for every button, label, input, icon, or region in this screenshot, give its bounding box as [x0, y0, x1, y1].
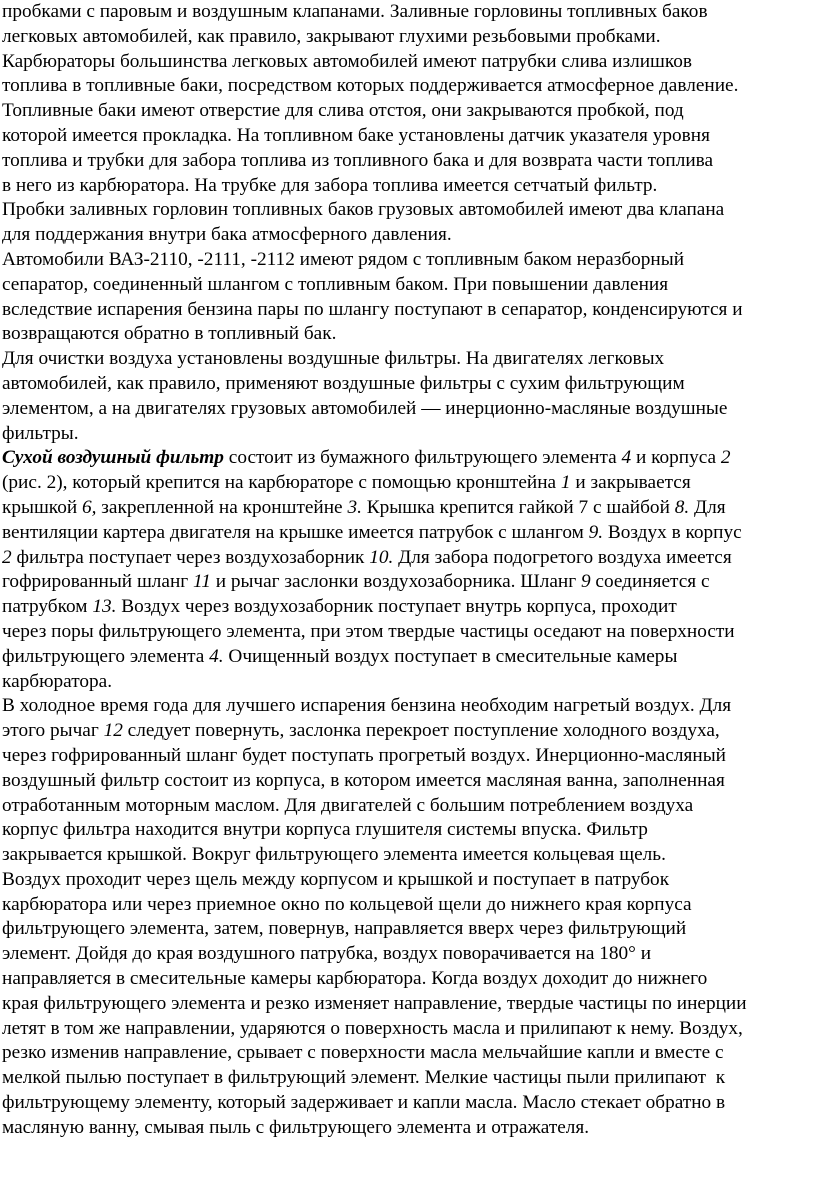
reference-number: 4.: [209, 645, 224, 667]
reference-number: 10.: [369, 546, 394, 568]
text-run: Для очистки воздуха установлены воздушные фильтры. На двигателях легковых: [2, 348, 665, 370]
text-run: мелкой пылью поступает в фильтрующий элемент. Мелкие частицы пыли прилипают к: [2, 1067, 726, 1089]
text-line: [2, 347, 812, 372]
text-run: патрубком: [2, 596, 93, 618]
reference-number: 9.: [588, 521, 604, 543]
text-run: соединяется с: [590, 571, 710, 593]
text-line: [2, 1017, 812, 1042]
text-line: [2, 124, 812, 149]
text-line: [2, 496, 812, 521]
reference-number: 8.: [674, 496, 690, 518]
text-run: через гофрированный шланг будет поступать прогретый воздух. Инерционно-масляный: [2, 744, 727, 766]
text-line: [2, 546, 812, 571]
reference-number: 4: [621, 447, 632, 469]
text-line: [2, 471, 812, 496]
text-line: [2, 50, 812, 75]
text-line: [2, 1116, 812, 1141]
text-run: резко изменив направление, срывает с поверхности масла мельчайшие капли и вместе с: [2, 1042, 724, 1064]
text-line: [2, 25, 812, 50]
text-run: направляется в смесительные камеры карбюратора. Когда воздух доходит до нижнего: [2, 968, 708, 990]
text-run: легковых автомобилей, как правило, закрывают глухими резьбовыми пробками.: [2, 25, 661, 47]
text-run: крышкой: [2, 496, 82, 518]
text-run: возвращаются обратно в топливный бак.: [2, 323, 337, 345]
document-text: [2, 0, 812, 1141]
text-line: [2, 942, 812, 967]
text-run: Топливные баки имеют отверстие для слива отстоя, они закрываются пробкой, под: [2, 100, 684, 122]
text-run: карбюратора.: [2, 670, 113, 692]
text-run: фильтрующего элемента, затем, повернув, направляется вверх через фильтрующий: [2, 918, 687, 940]
text-run: элемент. Дойдя до края воздушного патрубка, воздух поворачивается на 180° и: [2, 943, 652, 965]
text-run: Воздух проходит через щель между корпусом и крышкой и поступает в патрубок: [2, 868, 670, 890]
text-line: [2, 273, 812, 298]
text-run: Автомобили ВАЗ-2110, -2111, -2112 имеют рядом с топливным баком неразборный: [2, 248, 685, 270]
text-run: для поддержания внутри бака атмосферного давления.: [2, 224, 452, 246]
text-run: которой имеется прокладка. На топливном баке установлены датчик указателя уровня: [2, 124, 710, 146]
text-line: [2, 595, 812, 620]
text-run: вентиляции картера двигателя на крышке имеется патрубок с шлангом: [2, 521, 589, 543]
text-line: [2, 521, 812, 546]
text-line: [2, 744, 812, 769]
text-line: [2, 99, 812, 124]
text-run: Крышка крепится гайкой 7 с шайбой: [361, 496, 675, 518]
reference-number: 11: [193, 571, 211, 593]
text-run: в него из карбюратора. На трубке для забора топлива имеется сетчатый фильтр.: [2, 174, 658, 196]
text-run: закрывается крышкой. Вокруг фильтрующего элемента имеется кольцевая щель.: [2, 844, 666, 866]
text-line: [2, 248, 812, 273]
text-line: [2, 446, 812, 471]
reference-number: 12: [103, 720, 123, 742]
text-run: летят в том же направлении, ударяются о поверхность масла и прилипают к нему. Воздух,: [2, 1017, 743, 1039]
text-run: Для: [689, 496, 726, 518]
text-line: [2, 917, 812, 942]
text-line: [2, 298, 812, 323]
text-run: фильтры.: [2, 422, 79, 444]
reference-number: 2: [720, 447, 731, 469]
text-run: Очищенный воздух поступает в смесительные камеры: [223, 645, 678, 667]
text-run: топлива в топливные баки, посредством которых поддерживается атмосферное давление.: [2, 75, 739, 97]
text-run: Воздух через воздухозаборник поступает внутрь корпуса, проходит: [116, 596, 677, 618]
text-run: фильтрующего элемента: [2, 645, 210, 667]
text-line: [2, 818, 812, 843]
text-run: элементом, а на двигателях грузовых автомобилей — инерционно-масляные воздушные: [2, 397, 728, 419]
text-run: закрепленной на кронштейне: [96, 496, 348, 518]
text-line: [2, 620, 812, 645]
text-run: Для забора подогретого воздуха имеется: [393, 546, 732, 568]
text-run: (рис. 2), который крепится на карбюраторе с помощью кронштейна: [2, 472, 561, 494]
text-line: [2, 149, 812, 174]
text-run: масляную ванну, смывая пыль с фильтрующего элемента и отражателя.: [2, 1116, 590, 1138]
text-run: этого рычаг: [2, 720, 104, 742]
text-line: [2, 1091, 812, 1116]
text-run: пробками с паровым и воздушным клапанами. Заливные горловины топливных баков: [2, 1, 708, 22]
text-line: [2, 843, 812, 868]
document-page: [2, 0, 812, 1141]
text-run: и рычаг заслонки воздухозаборника. Шланг: [210, 571, 581, 593]
reference-number: 6,: [81, 496, 97, 518]
reference-number: 2: [2, 546, 12, 568]
text-line: [2, 1041, 812, 1066]
text-line: [2, 570, 812, 595]
text-line: [2, 198, 812, 223]
text-line: [2, 0, 812, 25]
text-run: и закрывается: [570, 472, 691, 494]
text-line: [2, 74, 812, 99]
text-line: [2, 1066, 812, 1091]
reference-number: 1: [560, 472, 571, 494]
text-run: сепаратор, соединенный шлангом с топливным баком. При повышении давления: [2, 273, 669, 295]
text-run: автомобилей, как правило, применяют воздушные фильтры с сухим фильтрующим: [2, 372, 685, 394]
text-line: [2, 794, 812, 819]
text-line: [2, 322, 812, 347]
text-run: и корпуса: [631, 447, 721, 469]
text-line: [2, 769, 812, 794]
reference-number: 3.: [347, 496, 362, 518]
text-line: [2, 992, 812, 1017]
text-line: [2, 223, 812, 248]
reference-number: 13.: [92, 596, 117, 618]
text-line: [2, 967, 812, 992]
text-run: следует повернуть, заслонка перекроет поступление холодного воздуха,: [122, 720, 720, 742]
text-run: карбюратора или через приемное окно по кольцевой щели до нижнего края корпуса: [2, 893, 692, 915]
section-heading: Сухой воздушный фильтр: [2, 447, 224, 469]
text-line: [2, 397, 812, 422]
text-run: Воздух в корпус: [603, 521, 742, 543]
text-run: состоит из бумажного фильтрующего элемента: [223, 447, 622, 469]
text-run: Пробки заливных горловин топливных баков грузовых автомобилей имеют два клапана: [2, 199, 725, 221]
text-run: корпус фильтра находится внутри корпуса глушителя системы впуска. Фильтр: [2, 819, 648, 841]
text-run: фильтрующему элементу, который задерживает и капли масла. Масло стекает обратно в: [2, 1092, 726, 1114]
text-line: [2, 372, 812, 397]
text-run: вследствие испарения бензина пары по шлангу поступают в сепаратор, конденсируются и: [2, 298, 743, 320]
text-run: отработанным моторным маслом. Для двигателей с большим потреблением воздуха: [2, 794, 694, 816]
reference-number: 9: [580, 571, 591, 593]
text-run: гофрированный шланг: [2, 571, 194, 593]
text-run: Карбюраторы большинства легковых автомобилей имеют патрубки слива излишков: [2, 50, 692, 72]
text-run: фильтра поступает через воздухозаборник: [11, 546, 370, 568]
text-run: через поры фильтрующего элемента, при этом твердые частицы оседают на поверхности: [2, 620, 735, 642]
text-run: В холодное время года для лучшего испарения бензина необходим нагретый воздух. Для: [2, 695, 732, 717]
text-line: [2, 422, 812, 447]
text-line: [2, 670, 812, 695]
text-run: воздушный фильтр состоит из корпуса, в котором имеется масляная ванна, заполненная: [2, 769, 725, 791]
text-run: края фильтрующего элемента и резко изменяет направление, твердые частицы по инерции: [2, 992, 747, 1014]
text-line: [2, 174, 812, 199]
text-line: [2, 868, 812, 893]
text-line: [2, 719, 812, 744]
text-run: топлива и трубки для забора топлива из топливного бака и для возврата части топлива: [2, 149, 714, 171]
text-line: [2, 694, 812, 719]
text-line: [2, 645, 812, 670]
text-line: [2, 893, 812, 918]
